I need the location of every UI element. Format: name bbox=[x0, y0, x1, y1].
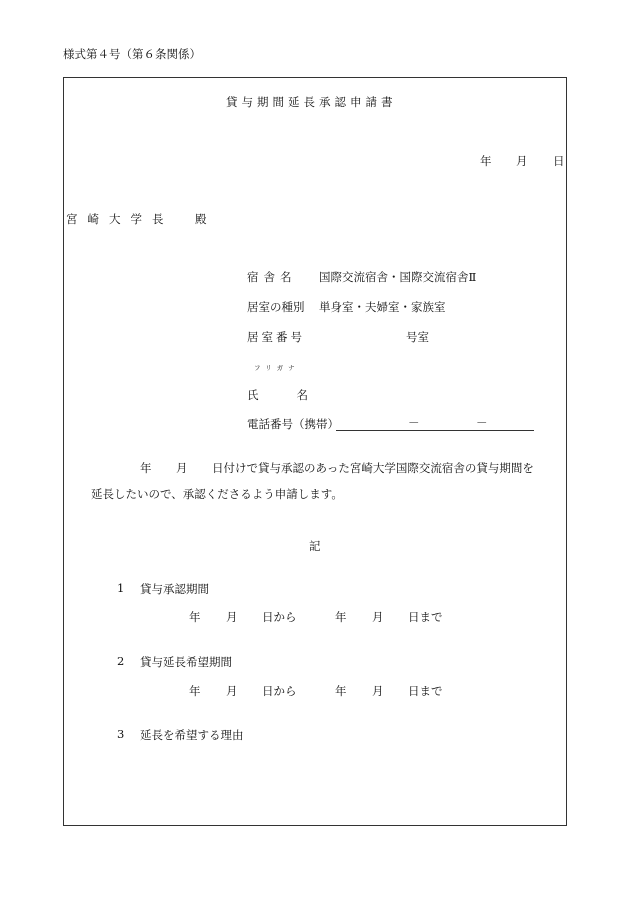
request-month: 月 bbox=[176, 461, 188, 475]
item-3-number: 3 bbox=[117, 727, 125, 741]
room-type-label: 居室の種別 bbox=[247, 300, 305, 314]
item-2-month1: 月 bbox=[226, 684, 238, 698]
item-1-to: 日まで bbox=[408, 610, 443, 624]
furigana-label: フリガナ bbox=[254, 364, 300, 372]
request-year: 年 bbox=[140, 461, 152, 475]
item-1-label: 貸与承認期間 bbox=[140, 582, 209, 596]
phone-underline bbox=[336, 430, 534, 431]
date-month-label: 月 bbox=[516, 154, 528, 168]
item-1-year1: 年 bbox=[189, 610, 201, 624]
item-2-year1: 年 bbox=[189, 684, 201, 698]
item-2-month2: 月 bbox=[372, 684, 384, 698]
phone-separator-1: － bbox=[408, 416, 420, 430]
item-1-month1: 月 bbox=[226, 610, 238, 624]
item-1-from: 日から bbox=[262, 610, 297, 624]
dorm-value: 国際交流宿舎・国際交流宿舎Ⅱ bbox=[319, 270, 477, 284]
form-title: 貸与期間延長承認申請書 bbox=[226, 95, 397, 109]
phone-label: 電話番号（携帯） bbox=[247, 417, 339, 431]
item-3-label: 延長を希望する理由 bbox=[140, 728, 244, 742]
ki-heading: 記 bbox=[309, 539, 321, 553]
dorm-label: 宿舎名 bbox=[247, 270, 297, 284]
item-1-number: 1 bbox=[117, 581, 125, 595]
name-label: 氏名 bbox=[247, 388, 346, 402]
request-line1-text: 日付けで貸与承認のあった宮崎大学国際交流宿舎の貸与期間を bbox=[212, 461, 534, 475]
date-day-label: 日 bbox=[553, 154, 565, 168]
room-number-suffix: 号室 bbox=[406, 330, 429, 344]
item-2-label: 貸与延長希望期間 bbox=[140, 655, 232, 669]
form-box bbox=[63, 77, 567, 826]
item-2-to: 日まで bbox=[408, 684, 443, 698]
item-2-number: 2 bbox=[117, 654, 125, 668]
item-2-year2: 年 bbox=[335, 684, 347, 698]
form-number: 様式第４号（第６条関係） bbox=[63, 47, 201, 61]
date-year-label: 年 bbox=[480, 154, 492, 168]
item-2-from: 日から bbox=[262, 684, 297, 698]
item-1-month2: 月 bbox=[372, 610, 384, 624]
room-type-value: 単身室・夫婦室・家族室 bbox=[319, 300, 446, 314]
item-1-year2: 年 bbox=[335, 610, 347, 624]
room-number-label: 居室番号 bbox=[247, 330, 305, 344]
request-line2-text: 延長したいので、承認くださるよう申請します。 bbox=[91, 487, 343, 501]
phone-separator-2: － bbox=[476, 416, 488, 430]
addressee: 宮崎大学長 殿 bbox=[66, 212, 217, 226]
